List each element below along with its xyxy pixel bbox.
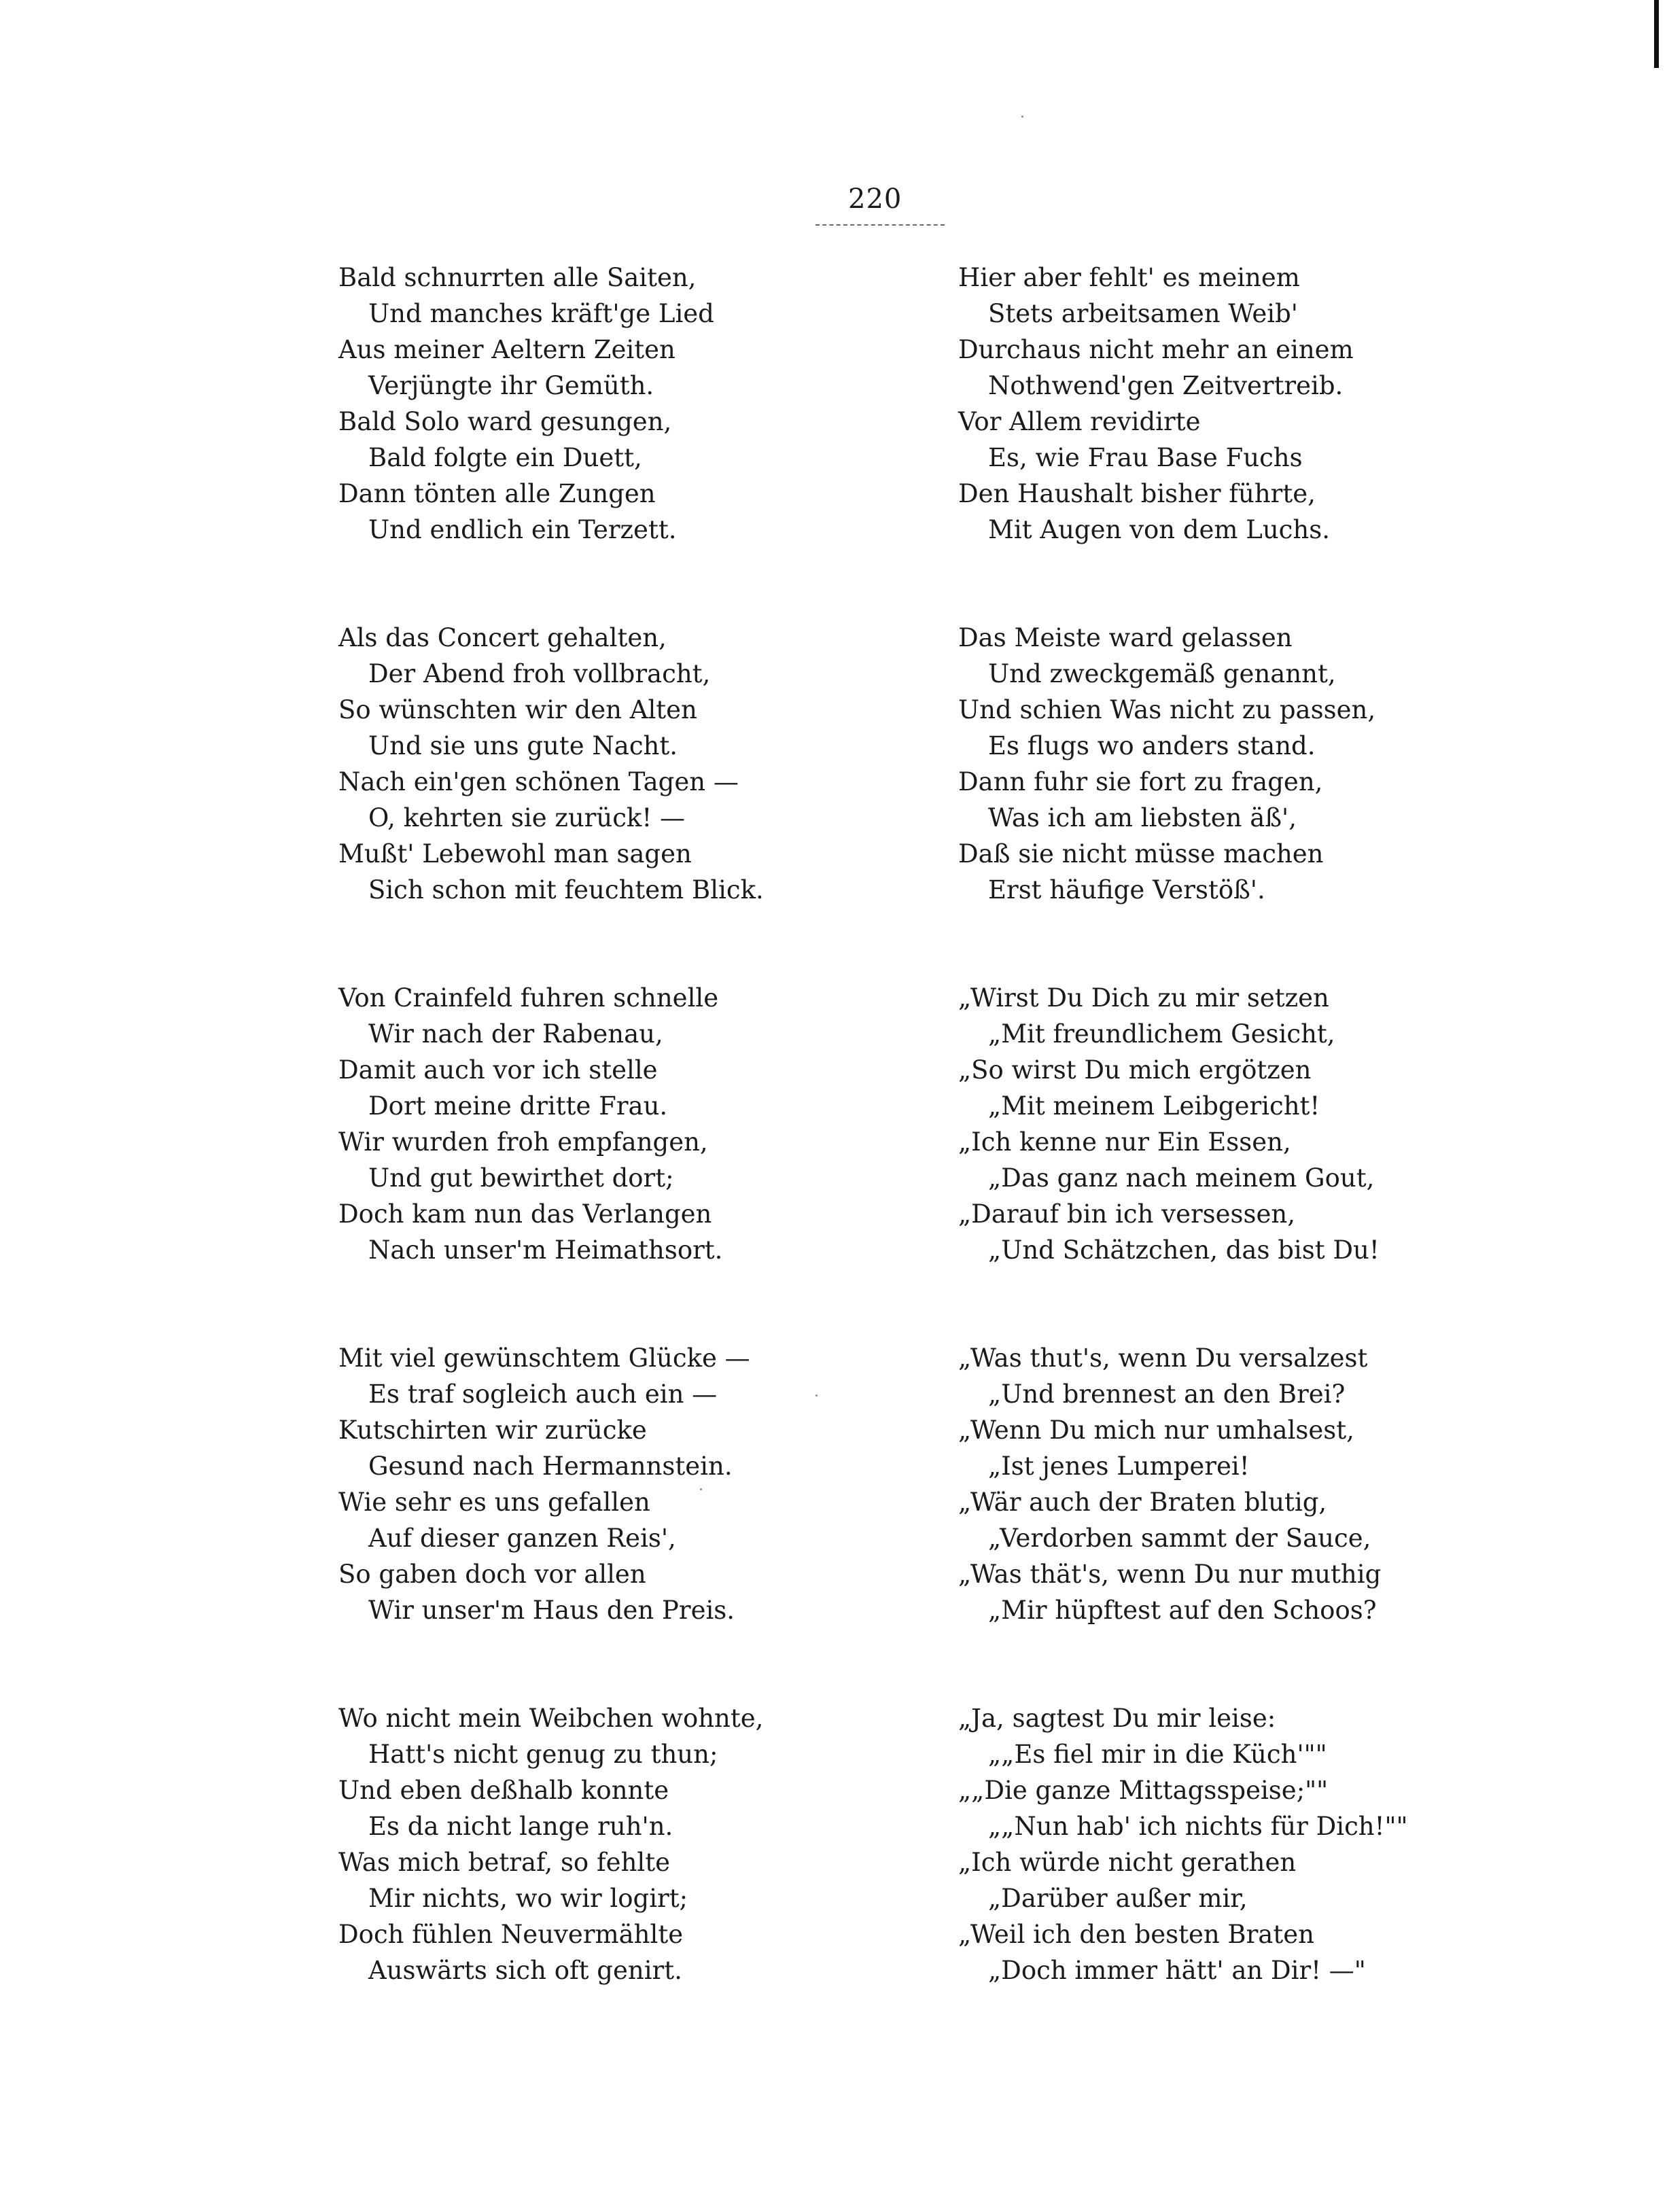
- verse-line: Es da nicht lange ruh'n.: [368, 1812, 673, 1841]
- page-number-rule: [815, 224, 945, 226]
- left-column: [338, 260, 950, 2060]
- verse-line: Doch kam nun das Verlangen: [338, 1199, 712, 1229]
- verse-line: „Ich kenne nur Ein Essen,: [958, 1127, 1291, 1157]
- stanza: [338, 620, 950, 908]
- verse-line: „Wirst Du Dich zu mir setzen: [958, 983, 1329, 1013]
- stanza: [958, 1340, 1570, 1628]
- stanza: [958, 260, 1570, 548]
- verse-line: „Was thät's, wenn Du nur muthig: [958, 1560, 1382, 1589]
- verse-line: „Mir hüpftest auf den Schoos?: [988, 1596, 1377, 1625]
- stanza: [338, 1340, 950, 1628]
- verse-line: Von Crainfeld fuhren schnelle: [338, 983, 719, 1013]
- verse-line: Kutschirten wir zurücke: [338, 1416, 647, 1445]
- verse-line: Auswärts sich oft genirt.: [368, 1956, 682, 1985]
- verse-line: Mußt' Lebewohl man sagen: [338, 839, 692, 868]
- verse-line: Wir unser'm Haus den Preis.: [368, 1596, 735, 1625]
- verse-line: Nothwend'gen Zeitvertreib.: [988, 371, 1344, 400]
- verse-line: Mit Augen von dem Luchs.: [988, 515, 1330, 544]
- right-column: [958, 260, 1570, 2060]
- verse-line: „Wär auch der Braten blutig,: [958, 1488, 1327, 1517]
- verse-line: Es flugs wo anders stand.: [988, 731, 1316, 760]
- verse-line: „Und Schätzchen, das bist Du!: [988, 1235, 1380, 1265]
- verse-line: „„Die ganze Mittagsspeise;"": [958, 1776, 1329, 1805]
- verse-line: Als das Concert gehalten,: [338, 623, 667, 652]
- verse-line: So gaben doch vor allen: [338, 1560, 646, 1589]
- verse-line: Durchaus nicht mehr an einem: [958, 335, 1354, 364]
- verse-line: Der Abend froh vollbracht,: [368, 659, 711, 688]
- verse-line: Es traf sogleich auch ein —: [368, 1380, 718, 1409]
- verse-line: Aus meiner Aeltern Zeiten: [338, 335, 675, 364]
- verse-line: Bald schnurrten alle Saiten,: [338, 263, 697, 292]
- verse-line: Erst häufige Verstöß'.: [988, 875, 1265, 905]
- page-number: 220: [848, 183, 902, 215]
- verse-line: „Ich würde nicht gerathen: [958, 1848, 1297, 1877]
- verse-line: Verjüngte ihr Gemüth.: [368, 371, 654, 400]
- verse-line: Was mich betraf, so fehlte: [338, 1848, 670, 1877]
- verse-line: „Und brennest an den Brei?: [988, 1380, 1346, 1409]
- verse-line: Vor Allem revidirte: [958, 407, 1201, 436]
- verse-line: „Das ganz nach meinem Gout,: [988, 1163, 1375, 1193]
- verse-line: „Darauf bin ich versessen,: [958, 1199, 1296, 1229]
- verse-line: Und eben deßhalb konnte: [338, 1776, 669, 1805]
- verse-line: So wünschten wir den Alten: [338, 695, 697, 724]
- verse-line: Wir wurden froh empfangen,: [338, 1127, 708, 1157]
- verse-line: Daß sie nicht müsse machen: [958, 839, 1324, 868]
- verse-line: „Mit freundlichem Gesicht,: [988, 1019, 1335, 1049]
- verse-line: Und sie uns gute Nacht.: [368, 731, 678, 760]
- verse-line: Was ich am liebsten äß',: [988, 803, 1297, 832]
- scan-speck: [1021, 116, 1023, 118]
- stanza: [958, 620, 1570, 908]
- stanza: [338, 260, 950, 548]
- verse-line: Mit viel gewünschtem Glücke —: [338, 1344, 750, 1373]
- verse-line: Stets arbeitsamen Weib': [988, 299, 1298, 328]
- stanza: [338, 1700, 950, 1988]
- verse-line: Nach unser'm Heimathsort.: [368, 1235, 723, 1265]
- verse-line: „„Es fiel mir in die Küch'"": [988, 1740, 1327, 1769]
- verse-line: Es, wie Frau Base Fuchs: [988, 443, 1303, 472]
- verse-line: Dort meine dritte Frau.: [368, 1091, 668, 1121]
- verse-line: „Mit meinem Leibgericht!: [988, 1091, 1320, 1121]
- stanza: [958, 980, 1570, 1268]
- verse-line: Wie sehr es uns gefallen: [338, 1488, 650, 1517]
- verse-line: Bald Solo ward gesungen,: [338, 407, 672, 436]
- verse-line: „Ja, sagtest Du mir leise:: [958, 1704, 1276, 1733]
- verse-line: Sich schon mit feuchtem Blick.: [368, 875, 764, 905]
- verse-line: Auf dieser ganzen Reis',: [368, 1524, 676, 1553]
- verse-line: „„Nun hab' ich nichts für Dich!"": [988, 1812, 1408, 1841]
- verse-line: „Darüber außer mir,: [988, 1884, 1248, 1913]
- stanza: [958, 1700, 1570, 1988]
- verse-line: Und manches kräft'ge Lied: [368, 299, 714, 328]
- verse-line: Wir nach der Rabenau,: [368, 1019, 663, 1049]
- verse-line: „Doch immer hätt' an Dir! —": [988, 1956, 1366, 1985]
- verse-line: Dann tönten alle Zungen: [338, 479, 656, 508]
- verse-line: Damit auch vor ich stelle: [338, 1055, 658, 1085]
- verse-line: Nach ein'gen schönen Tagen —: [338, 767, 739, 796]
- verse-line: Doch fühlen Neuvermählte: [338, 1920, 684, 1949]
- verse-line: Und endlich ein Terzett.: [368, 515, 677, 544]
- verse-line: „Ist jenes Lumperei!: [988, 1452, 1250, 1481]
- verse-line: „So wirst Du mich ergötzen: [958, 1055, 1312, 1085]
- scan-edge-mark: [1654, 0, 1659, 68]
- verse-line: „Verdorben sammt der Sauce,: [988, 1524, 1371, 1553]
- verse-line: Und gut bewirthet dort;: [368, 1163, 674, 1193]
- verse-line: Den Haushalt bisher führte,: [958, 479, 1316, 508]
- verse-line: Hier aber fehlt' es meinem: [958, 263, 1300, 292]
- verse-line: O, kehrten sie zurück! —: [368, 803, 685, 832]
- verse-line: Wo nicht mein Weibchen wohnte,: [338, 1704, 764, 1733]
- verse-line: Hatt's nicht genug zu thun;: [368, 1740, 718, 1769]
- verse-line: Gesund nach Hermannstein.: [368, 1452, 733, 1481]
- verse-line: „Weil ich den besten Braten: [958, 1920, 1314, 1949]
- verse-line: Und schien Was nicht zu passen,: [958, 695, 1376, 724]
- verse-line: Dann fuhr sie fort zu fragen,: [958, 767, 1323, 796]
- verse-line: Das Meiste ward gelassen: [958, 623, 1293, 652]
- verse-line: „Was thut's, wenn Du versalzest: [958, 1344, 1368, 1373]
- verse-line: „Wenn Du mich nur umhalsest,: [958, 1416, 1354, 1445]
- verse-line: Mir nichts, wo wir logirt;: [368, 1884, 688, 1913]
- verse-line: Bald folgte ein Duett,: [368, 443, 642, 472]
- verse-line: Und zweckgemäß genannt,: [988, 659, 1336, 688]
- stanza: [338, 980, 950, 1268]
